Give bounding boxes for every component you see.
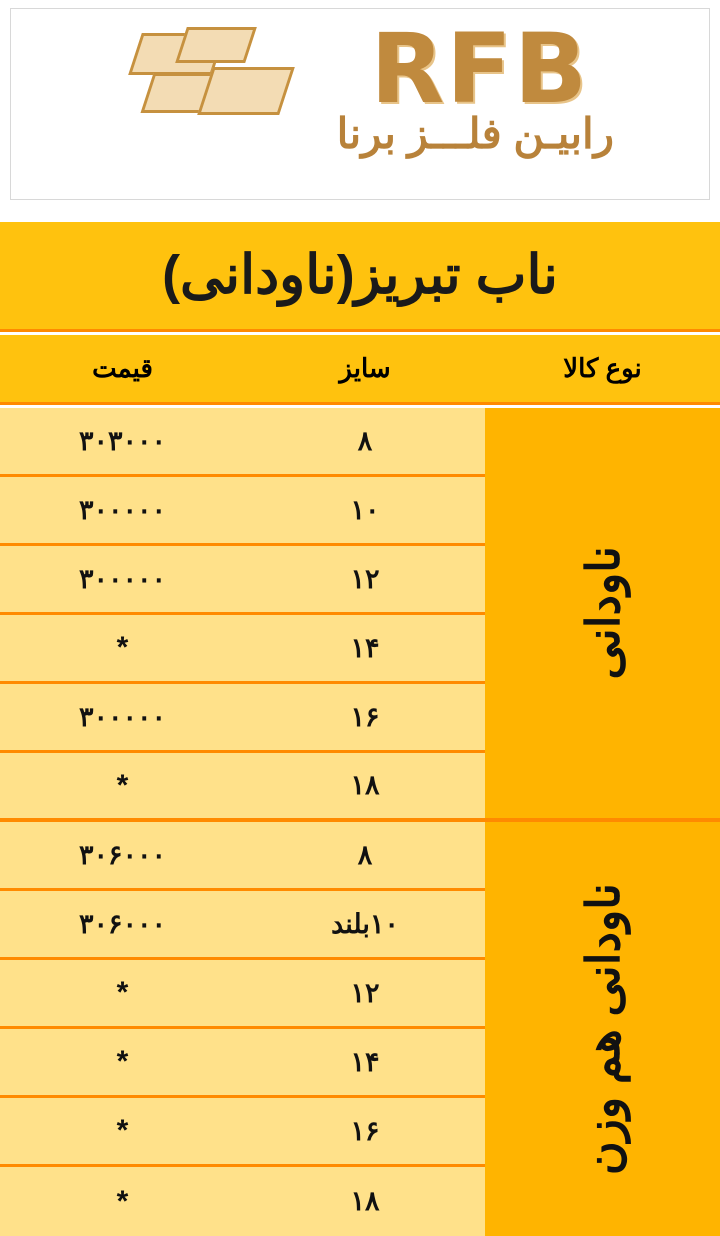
- cell-size: ۱۸: [350, 770, 380, 800]
- group-label: ناودانی هم وزن: [576, 882, 629, 1176]
- column-header-type: نوع کالا: [563, 353, 642, 383]
- cell-price: *: [116, 1045, 129, 1078]
- price-table-body: [0, 408, 720, 1236]
- table-row: [0, 684, 485, 753]
- table-row: [0, 1167, 485, 1236]
- table-row: [0, 546, 485, 615]
- group-cell: [485, 408, 720, 822]
- cell-price: ۳۰۶۰۰۰: [79, 908, 167, 939]
- table-row: [0, 1029, 485, 1098]
- table-row: [0, 477, 485, 546]
- cell-size: ۸: [357, 425, 373, 456]
- cell-size: ۱۰بلند: [331, 908, 399, 939]
- cell-price: *: [116, 768, 129, 802]
- table-row: [0, 891, 485, 960]
- table-row: [0, 753, 485, 822]
- metal-profiles-icon: [129, 25, 309, 125]
- cell-size: ۱۶: [350, 1115, 380, 1146]
- cell-size: ۱۰: [350, 494, 380, 525]
- cell-price: ۳۰۰۰۰۰: [79, 494, 167, 525]
- group-label: ناودانی: [576, 546, 629, 680]
- cell-size: ۱۶: [350, 701, 380, 732]
- group-column: [485, 408, 720, 1236]
- cell-size: ۱۴: [350, 632, 380, 663]
- page-title-text: ناب تبریز(ناودانی): [162, 245, 558, 306]
- cell-price: *: [116, 1114, 129, 1147]
- group-cell: [485, 822, 720, 1236]
- cell-price: ۳۰۰۰۰۰: [79, 563, 167, 594]
- brand-subtitle: رابیـن فلـــز برنا: [336, 110, 614, 157]
- table-header-row: [0, 335, 720, 405]
- logo-banner: [10, 8, 710, 200]
- cell-price: *: [116, 976, 129, 1009]
- cell-size: ۱۲: [350, 977, 380, 1008]
- table-row: [0, 408, 485, 477]
- page-title: [0, 222, 720, 332]
- cell-price: *: [116, 1184, 129, 1218]
- cell-price: *: [116, 631, 129, 664]
- logo-inner: [11, 9, 709, 199]
- brand-mark: RFB: [370, 13, 589, 125]
- table-row: [0, 960, 485, 1029]
- rows-column: [0, 408, 485, 1236]
- cell-size: ۱۲: [350, 563, 380, 594]
- column-header-size: سایز: [339, 353, 391, 383]
- cell-size: ۱۸: [350, 1186, 380, 1216]
- table-row: [0, 615, 485, 684]
- cell-price: ۳۰۰۰۰۰: [79, 701, 167, 732]
- cell-size: ۸: [357, 839, 373, 870]
- cell-size: ۱۴: [350, 1046, 380, 1077]
- cell-price: ۳۰۳۰۰۰: [79, 425, 167, 456]
- column-header-price: قیمت: [92, 353, 153, 383]
- cell-price: ۳۰۶۰۰۰: [79, 839, 167, 870]
- table-row: [0, 822, 485, 891]
- table-row: [0, 1098, 485, 1167]
